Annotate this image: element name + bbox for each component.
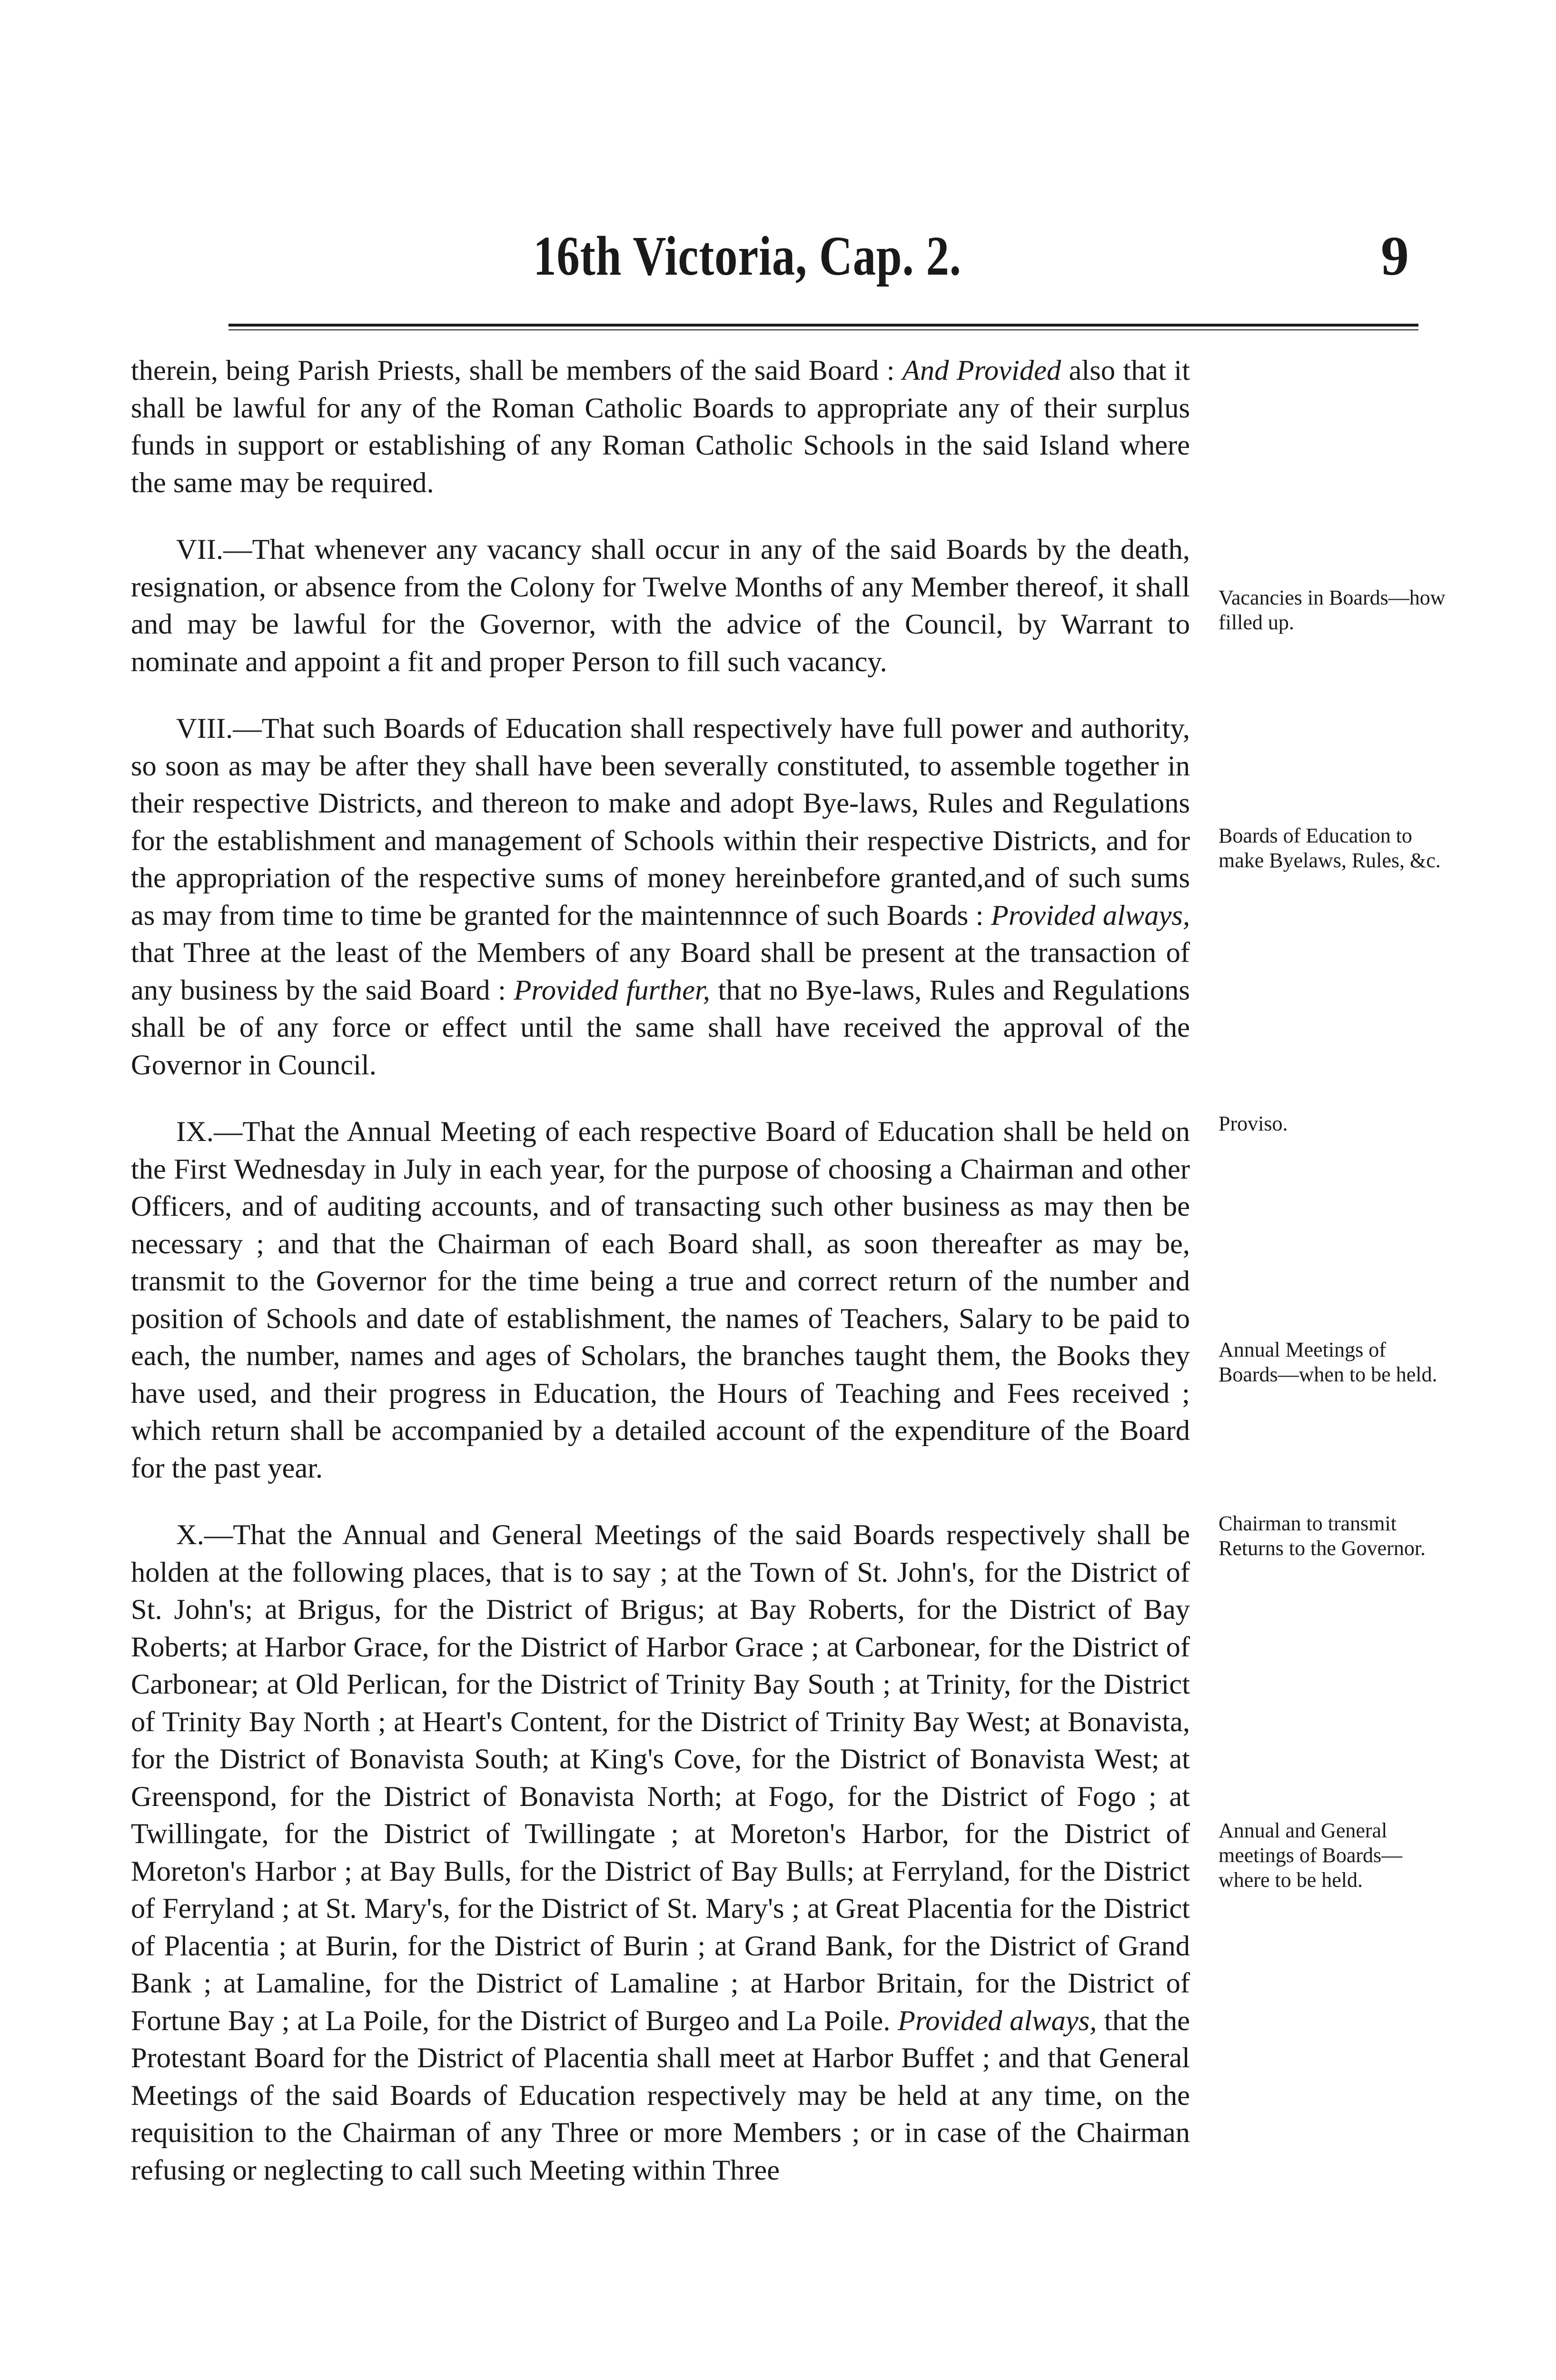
paragraph-text: that no Bye-laws, Rules and Regulations shall be of any force or effect until the same shall have received the approval of the Governor in Council.: [131, 974, 1190, 1081]
paragraph-continuation: [131, 352, 1190, 502]
running-head: [129, 224, 1414, 319]
section-viii: [131, 710, 1190, 1084]
paragraph-text: also that it shall be lawful for any of the Roman Catholic Boards to appropriate any of their surplus funds in support or establishing of any Roman Catholic Schools in the said Island where the same may be required.: [131, 355, 1190, 499]
section-ix: [131, 1113, 1190, 1487]
paragraph-text: —That such Boards of Education shall respectively have full power and authority, so soon as may be after they shall have been severally constituted, to assemble together in their respective Districts, and thereon to make and adopt Bye-laws, Rules and Regulations for the establishment and management of Schools within their respective Districts, and for the appropriation of the respective sums of money hereinbefore granted,and of such sums as may from time to time be granted for the maintennnce of such Boards :: [131, 713, 1190, 932]
header-rule-thin: [228, 329, 1418, 330]
margin-note-annual-meetings: Annual Meetings of Boards—when to be held.: [1219, 1338, 1437, 1386]
margin-note-general-meetings: Annual and General meetings of Boards—where to be held.: [1219, 1819, 1403, 1892]
margin-note-proviso: Proviso.: [1219, 1112, 1288, 1135]
margin-note-chairman-returns: Chairman to transmit Returns to the Governor.: [1219, 1512, 1426, 1560]
margin-note-vacancies: Vacancies in Boards—how filled up.: [1219, 586, 1446, 634]
italic-phrase: Provided always,: [991, 899, 1190, 932]
section-number: VIII.: [176, 713, 233, 744]
italic-phrase: Provided further,: [514, 974, 710, 1006]
paragraph-text: —That the Annual Meeting of each respective Board of Education shall be held on the First Wednesday in July in each year, for the purpose of choosing a Chairman and other Officers, and of auditing accounts, and of transacting such other business as may then be necessary ; and that the Chairman of each Board shall, as soon thereafter as may be, transmit to the Governor for the time being a true and correct return of the number and position of Schools and date of establishment, the names of Teachers, Salary to be paid to each, the number, names and ages of Scholars, the branches taught them, the Books they have used, and their progress in Education, the Hours of Teaching and Fees received ; which return shall be accompanied by a detailed account of the expenditure of the Board for the past year.: [131, 1116, 1190, 1484]
italic-phrase: Provided always,: [898, 2004, 1097, 2037]
section-x: [131, 1517, 1190, 2189]
running-title: 16th Victoria, Cap. 2.: [533, 225, 961, 287]
paragraph-text: —That whenever any vacancy shall occur in any of the said Boards by the death, resignation, or absence from the Colony for Twelve Months of any Member thereof, it shall and may be lawful for the Governor, with the advice of the Council, by Warrant to nominate and appoint a fit and proper Person to fill such vacancy.: [131, 534, 1190, 678]
section-number: IX.: [176, 1116, 214, 1148]
paragraph-text: therein, being Parish Priests, shall be members of the said Board :: [131, 355, 902, 387]
italic-phrase: And Provided: [902, 355, 1061, 387]
body-text: [131, 352, 1190, 2189]
section-number: X.: [176, 1519, 204, 1551]
paragraph-text: that Three at the least of the Members of any Board shall be present at the transaction of any business by the said Board :: [131, 937, 1190, 1006]
section-number: VII.: [176, 534, 224, 565]
paragraph-text: that the Protestant Board for the District of Placentia shall meet at Harbor Buffet ; and that General Meetings of the said Boards of Education respectively may be held at any time, on the requisition to the Chairman of any Three or more Members ; or in case of the Chairman refusing or neglecting to call such Meeting within Three: [131, 2004, 1190, 2186]
page-number: 9: [1381, 225, 1409, 287]
margin-note-byelaws: Boards of Education to make Byelaws, Rules, &c.: [1219, 824, 1441, 872]
paragraph-text: —That the Annual and General Meetings of the said Boards respectively shall be holden at the following places, that is to say ; at the Town of St. John's, for the District of St. John's; at Brigus, for the District of Brigus; at Bay Roberts, for the District of Bay Roberts; at Harbor Grace, for the District of Harbor Grace ; at Carbonear, for the District of Carbonear; at Old Perlican, for the District of Trinity Bay South ; at Trinity, for the District of Trinity Bay North ; at Heart's Content, for the District of Trinity Bay West; at Bonavista, for the District of Bonavista South; at King's Cove, for the District of Bonavista West; at Greenspond, for the District of Bonavista North; at Fogo, for the District of Fogo ; at Twillingate, for the District of Twillingate ; at Moreton's Harbor, for the District of Moreton's Harbor ; at Bay Bulls, for the District of Bay Bulls; at Ferryland, for the District of Ferryland ; at St. Mary's, for the District of St. Mary's ; at Great Placentia for the District of Placentia ; at Burin, for the District of Burin ; at Grand Bank, for the District of Grand Bank ; at Lamaline, for the District of Lamaline ; at Harbor Britain, for the District of Fortune Bay ; at La Poile, for the District of Burgeo and La Poile.: [131, 1519, 1190, 2037]
section-vii: [131, 531, 1190, 681]
header-rule: [228, 324, 1418, 327]
